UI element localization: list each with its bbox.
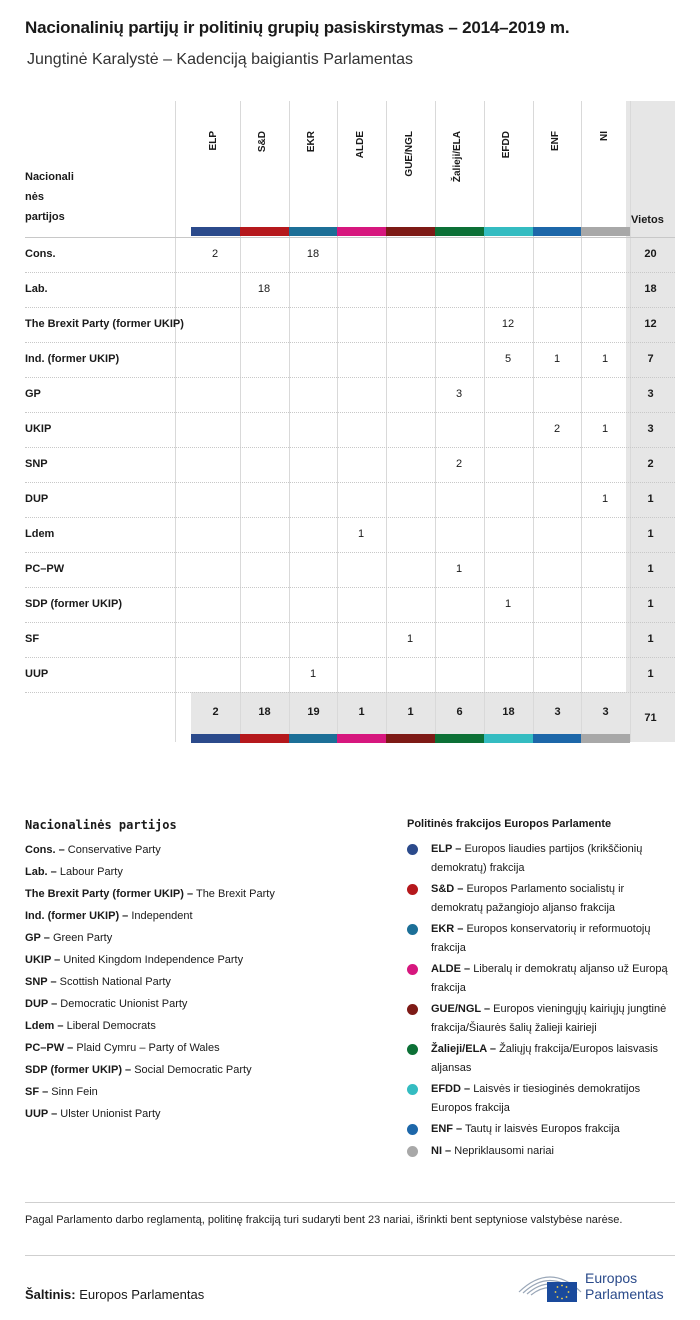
group-header: EFDD [501,131,512,159]
national-legend-item [25,1064,252,1076]
ep-logo [515,1266,680,1306]
row-divider [25,377,675,378]
group-header: ELP [208,131,219,151]
group-legend-item [407,1080,677,1118]
seat-value: 3 [455,388,463,400]
ep-logo-text [585,1270,664,1302]
legend-name: Europos Parlamento socialistų ir demokratų pažangiojo aljanso frakcija [431,883,625,914]
group-header: EKR [306,131,317,153]
source-label: Šaltinis: [25,1287,76,1302]
group-color-bar [435,227,484,236]
legend-text [431,1120,677,1139]
column-divider [240,101,241,742]
divider [25,1255,675,1256]
group-color-bar-bottom [581,734,630,743]
national-legend-item [25,866,123,878]
divider [25,1202,675,1203]
party-label: UUP [25,668,49,680]
row-total: 18 [644,283,657,295]
legend-abbr: ENF – [431,1123,463,1135]
legend-abbr: Cons. – [25,844,65,856]
group-color-bar [337,227,386,236]
party-label: SF [25,633,40,645]
column-divider [581,101,582,742]
legend-name: Ulster Unionist Party [60,1108,161,1120]
legend-name: Europos liaudies partijos (krikščionių demokratų) frakcija [431,843,643,874]
legend-name: Labour Party [59,866,123,878]
row-divider [25,412,675,413]
legend-name: Conservative Party [67,844,161,856]
legend-abbr: Ind. (former UKIP) – [25,910,129,922]
row-total: 20 [644,248,657,260]
legend-abbr: GUE/NGL – [431,1003,491,1015]
group-color-dot [407,1146,418,1157]
column-total: 3 [554,706,561,718]
row-divider [25,447,675,448]
legend-text [431,840,677,878]
row-total: 3 [647,388,654,400]
seat-value: 1 [601,493,609,505]
seat-value: 1 [357,528,365,540]
seat-value: 2 [211,248,219,260]
legend-abbr: EKR – [431,923,464,935]
group-color-bar [289,227,338,236]
group-color-bar-bottom [337,734,386,743]
row-total: 7 [647,353,654,365]
national-legend-item [25,1020,156,1032]
column-divider [533,101,534,742]
legend-text [431,1142,677,1161]
column-total: 2 [212,706,219,718]
group-legend-item [407,1000,677,1038]
national-legend-item [25,1042,220,1054]
seats-header: Vietos [631,214,664,226]
row-total: 1 [647,598,654,610]
group-legend-item [407,840,677,878]
group-color-bar-bottom [191,734,240,743]
row-divider [25,692,675,693]
seat-value: 5 [504,353,512,365]
legend-abbr: SNP – [25,976,57,988]
legend-name: Europos konservatorių ir reformuotojų frakcija [431,923,651,954]
row-total: 12 [644,318,657,330]
group-color-bar [581,227,630,236]
row-divider [25,307,675,308]
legend-name: Democratic Unionist Party [60,998,188,1010]
legend-name: Laisvės ir tiesioginės demokratijos Europos frakcija [431,1083,641,1114]
group-color-bar [484,227,533,236]
party-label: Ldem [25,528,55,540]
column-total: 18 [258,706,271,718]
legend-name: Independent [131,910,193,922]
column-divider [386,101,387,742]
group-color-dot [407,1044,418,1055]
seat-value: 12 [501,318,515,330]
seat-value: 1 [309,668,317,680]
party-label: Ind. (former UKIP) [25,353,120,365]
party-label: DUP [25,493,49,505]
column-total: 19 [307,706,320,718]
group-color-bar-bottom [435,734,484,743]
legend-abbr: Ldem – [25,1020,64,1032]
legend-text [431,920,677,958]
group-color-bar-bottom [289,734,338,743]
national-legend-item [25,888,275,900]
group-color-bar [191,227,240,236]
group-legend-item [407,880,677,918]
group-header: GUE/NGL [404,131,415,177]
column-divider [175,101,176,742]
column-divider [630,101,631,742]
party-label: SNP [25,458,48,470]
source-value: Europos Parlamentas [79,1287,205,1302]
legend-text [431,960,677,998]
group-legend-item [407,1142,677,1161]
group-legend-item [407,920,677,958]
legend-abbr: NI – [431,1145,452,1157]
column-divider [289,101,290,742]
seat-value: 18 [257,283,271,295]
group-header: S&D [257,131,268,153]
group-color-bar [386,227,435,236]
legend-name: Green Party [52,932,113,944]
legend-name: United Kingdom Independence Party [63,954,244,966]
row-divider [25,657,675,658]
legend-text [431,1000,677,1038]
rules-note: Pagal Parlamento darbo reglamentą, politinę frakciją turi sudaryti bent 23 nariai, išrinkti bent septyniose valstybėse narėse. [25,1214,623,1226]
group-color-dot [407,924,418,935]
national-legend-item [25,844,161,856]
legend-name: The Brexit Party [195,888,275,900]
row-total: 1 [647,493,654,505]
group-color-bar-bottom [484,734,533,743]
group-legend-item [407,960,677,998]
seat-value: 1 [504,598,512,610]
national-header-line: partijos [25,211,65,223]
seats-table [25,101,675,745]
seat-value: 1 [455,563,463,575]
legend-name: Plaid Cymru – Party of Wales [76,1042,220,1054]
group-legend-item [407,1040,677,1078]
row-divider [25,272,675,273]
legend-name: Social Democratic Party [134,1064,252,1076]
legend-name: Tautų ir laisvės Europos frakcija [465,1123,620,1135]
national-parties-header [25,167,85,227]
row-divider [25,482,675,483]
seat-value: 1 [601,423,609,435]
logo-line2: Parlamentas [585,1286,664,1302]
column-divider [435,101,436,742]
national-legend-item [25,1086,98,1098]
group-color-bar-bottom [533,734,582,743]
group-header: NI [599,131,610,141]
legend-abbr: ELP – [431,843,462,855]
group-color-bar-bottom [386,734,435,743]
legend-abbr: The Brexit Party (former UKIP) – [25,888,194,900]
group-color-dot [407,1004,418,1015]
national-legend-item [25,954,243,966]
national-legend-item [25,932,112,944]
group-header: Žalieji/ELA [452,131,463,183]
national-legend-title: Nacionalinės partijos [25,818,177,832]
group-color-bar [240,227,289,236]
column-total: 6 [456,706,463,718]
legend-name: Liberalų ir demokratų aljanso už Europą frakcija [431,963,668,994]
legend-name: Liberal Democrats [66,1020,156,1032]
legend-text [431,1080,677,1118]
seat-value: 2 [455,458,463,470]
legend-abbr: ALDE – [431,963,471,975]
seats-column-bg [626,101,675,742]
column-divider [337,101,338,742]
national-legend-item [25,1108,161,1120]
group-color-dot [407,964,418,975]
national-header-line: Nacionali [25,171,74,183]
legend-abbr: SDP (former UKIP) – [25,1064,132,1076]
row-total: 1 [647,668,654,680]
legend-name: Nepriklausomi nariai [454,1145,554,1157]
row-total: 1 [647,633,654,645]
page-title: Nacionalinių partijų ir politinių grupių pasiskirstymas – 2014–2019 m. [25,18,570,37]
row-divider [25,517,675,518]
logo-line1: Europos [585,1270,638,1286]
source-line [25,1287,204,1302]
legend-text [431,1040,677,1078]
row-total: 2 [647,458,654,470]
national-legend-item [25,976,171,988]
column-total: 18 [502,706,515,718]
group-legend-item [407,1120,677,1139]
ep-hemicycle-icon [515,1266,585,1306]
group-legend-title: Politinės frakcijos Europos Parlamente [407,818,612,830]
row-divider [25,587,675,588]
row-divider [25,552,675,553]
national-legend-item [25,998,187,1010]
legend-abbr: PC–PW – [25,1042,74,1054]
column-total: 3 [602,706,609,718]
legend-abbr: UKIP – [25,954,61,966]
legend-abbr: GP – [25,932,50,944]
legend-abbr: UUP – [25,1108,58,1120]
column-total: 1 [407,706,414,718]
party-label: SDP (former UKIP) [25,598,122,610]
party-label: UKIP [25,423,52,435]
seat-value: 1 [553,353,561,365]
grand-total: 71 [644,712,657,724]
row-total: 1 [647,528,654,540]
national-header-line: nės [25,191,44,203]
seat-value: 1 [601,353,609,365]
legend-name: Europos vieningųjų kairiųjų jungtinė frakcija/Šiaurės šalių žalieji kairieji [431,1003,667,1034]
legend-abbr: DUP – [25,998,58,1010]
row-divider [25,622,675,623]
row-total: 1 [647,563,654,575]
row-divider [25,342,675,343]
group-color-dot [407,1084,418,1095]
column-divider [484,101,485,742]
group-color-bar-bottom [240,734,289,743]
legend-abbr: EFDD – [431,1083,471,1095]
legend-name: Sinn Fein [51,1086,98,1098]
party-label: Lab. [25,283,48,295]
header-divider [25,237,675,238]
group-color-bar [533,227,582,236]
seat-value: 2 [553,423,561,435]
national-legend-item [25,910,193,922]
group-color-dot [407,844,418,855]
column-total: 1 [358,706,365,718]
group-color-dot [407,1124,418,1135]
legend-name: Žaliųjų frakcija/Europos laisvasis aljansas [431,1043,659,1074]
legend-abbr: SF – [25,1086,49,1098]
party-label: Cons. [25,248,56,260]
seat-value: 18 [306,248,320,260]
legend-abbr: Lab. – [25,866,57,878]
party-label: PC–PW [25,563,65,575]
row-total: 3 [647,423,654,435]
group-color-dot [407,884,418,895]
group-header: ALDE [355,131,366,159]
seat-value: 1 [406,633,414,645]
page-subtitle: Jungtinė Karalystė – Kadenciją baigiantis Parlamentas [27,51,414,68]
legend-abbr: S&D – [431,883,464,895]
party-label: GP [25,388,41,400]
legend-name: Scottish National Party [59,976,171,988]
legend-text [431,880,677,918]
legend-abbr: Žalieji/ELA – [431,1043,497,1055]
group-header: ENF [550,131,561,151]
party-label: The Brexit Party (former UKIP) [25,318,184,330]
